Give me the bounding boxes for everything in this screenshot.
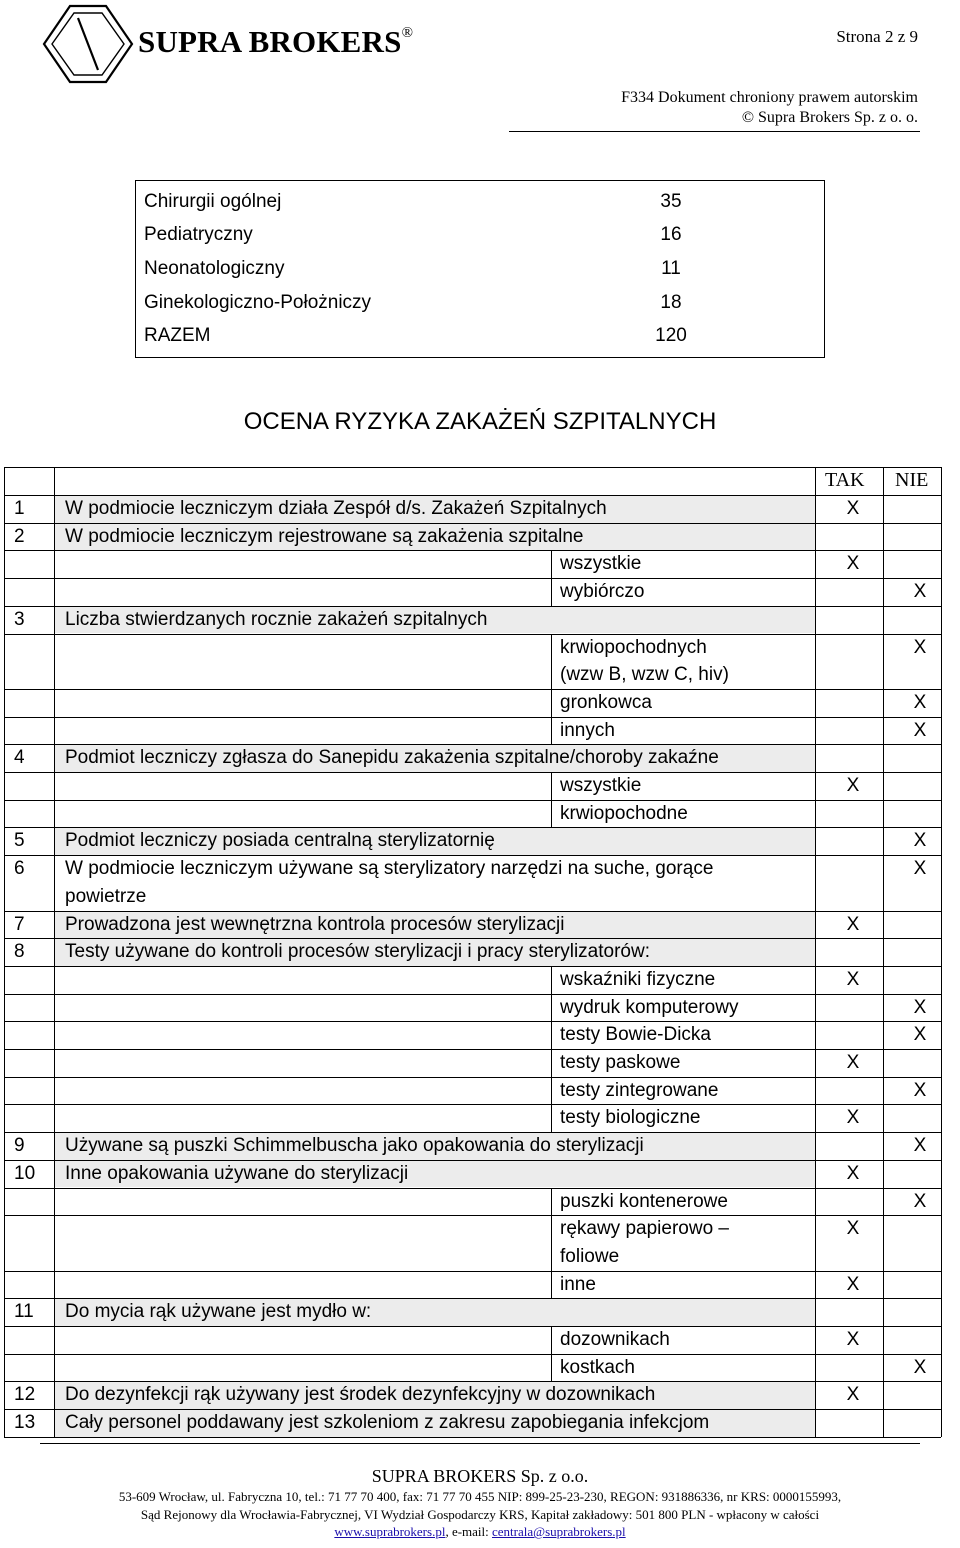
row-question: Podmiot leczniczy posiada centralną sterylizatornię <box>65 830 495 852</box>
col-border <box>941 467 942 1437</box>
row-question: Liczba stwierdzanych rocznie zakażeń szpitalnych <box>65 608 488 630</box>
col-border <box>54 467 55 1437</box>
row-border <box>4 1381 941 1382</box>
table-row <box>136 252 824 286</box>
sub-col-border <box>551 634 552 689</box>
sub-option: wydruk komputerowy <box>560 996 739 1018</box>
row-question-cont: powietrze <box>65 885 147 907</box>
sub-col-border <box>551 1077 552 1105</box>
row-border <box>4 689 941 690</box>
sub-option: testy zintegrowane <box>560 1079 719 1101</box>
sub-col-border <box>551 994 552 1022</box>
row-question: Używane są puszki Schimmelbuscha jako opakowania do sterylizacji <box>65 1135 644 1157</box>
department-name: Ginekologiczno-Położniczy <box>144 291 372 313</box>
departments-table <box>135 180 825 358</box>
department-count: 35 <box>660 190 682 212</box>
department-count: 11 <box>661 257 681 279</box>
nie-mark: X <box>913 1190 927 1212</box>
sub-col-border <box>551 966 552 994</box>
nie-header: NIE <box>895 469 929 491</box>
sub-option: wskaźniki fizyczne <box>560 968 716 990</box>
sub-col-border <box>551 550 552 578</box>
department-count: 16 <box>660 224 682 246</box>
nie-mark: X <box>913 830 927 852</box>
brand-name: SUPRA BROKERS® <box>138 24 414 59</box>
row-border <box>4 550 941 551</box>
nie-mark: X <box>913 719 927 741</box>
sub-col-border <box>551 1215 552 1270</box>
row-question: Do dezynfekcji rąk używany jest środek dezynfekcyjny w dozownikach <box>65 1384 656 1406</box>
row-border <box>4 606 941 607</box>
row-border <box>4 1160 941 1161</box>
website-link[interactable]: www.suprabrokers.pl <box>334 1524 446 1539</box>
row-border <box>4 911 941 912</box>
sub-col-border <box>551 1326 552 1354</box>
sub-option: krwiopochodne <box>560 802 688 824</box>
row-question: Do mycia rąk używane jest mydło w: <box>65 1301 372 1323</box>
sub-option: gronkowca <box>560 691 652 713</box>
row-border <box>4 1298 941 1299</box>
row-number: 8 <box>14 941 25 963</box>
row-number: 1 <box>14 498 25 519</box>
nie-mark: X <box>913 996 927 1018</box>
row-border <box>4 744 941 745</box>
row-border <box>4 1049 941 1050</box>
sub-option: testy biologiczne <box>560 1107 701 1129</box>
document-id: F334 Dokument chroniony prawem autorskim <box>621 89 918 106</box>
col-border <box>4 467 5 1437</box>
sub-col-border <box>551 689 552 717</box>
table-row <box>136 319 824 353</box>
nie-mark: X <box>913 1135 927 1157</box>
nie-mark: X <box>913 1079 927 1101</box>
tak-mark: X <box>846 1218 860 1240</box>
tak-mark: X <box>846 1052 860 1073</box>
department-count: 120 <box>655 325 687 347</box>
tak-mark: X <box>846 1162 860 1184</box>
row-number: 11 <box>14 1301 34 1323</box>
row-question: Prowadzona jest wewnętrzna kontrola procesów sterylizacji <box>65 913 565 935</box>
sub-option: wszystkie <box>560 553 642 575</box>
row-border <box>4 467 941 468</box>
department-name: Chirurgii ogólnej <box>144 190 282 212</box>
nie-mark: X <box>913 858 927 880</box>
row-border <box>4 1077 941 1078</box>
sub-col-border <box>551 717 552 745</box>
row-border <box>4 634 941 635</box>
table-row <box>136 185 824 219</box>
row-question: W podmiocie leczniczym używane są sterylizatory narzędzi na suche, gorące <box>65 858 714 880</box>
row-question: Podmiot leczniczy zgłasza do Sanepidu zakażenia szpitalne/choroby zakaźne <box>65 747 719 769</box>
row-question: Inne opakowania używane do sterylizacji <box>65 1162 409 1184</box>
row-number: 3 <box>14 608 25 630</box>
row-border <box>4 1354 941 1355</box>
nie-mark: X <box>913 581 927 603</box>
tak-mark: X <box>846 968 860 990</box>
row-number: 7 <box>14 913 25 935</box>
row-border <box>4 1271 941 1272</box>
tak-mark: X <box>846 1329 860 1350</box>
tak-mark: X <box>846 1107 860 1129</box>
department-name: RAZEM <box>144 325 211 347</box>
registered-mark: ® <box>401 24 414 41</box>
row-question: W podmiocie leczniczym rejestrowane są zakażenia szpitalne <box>65 525 584 547</box>
row-number: 2 <box>14 525 25 547</box>
tak-mark: X <box>846 913 860 935</box>
row-border <box>4 1021 941 1022</box>
tak-mark: X <box>846 1384 860 1406</box>
tak-mark: X <box>846 553 860 575</box>
row-border <box>4 938 941 939</box>
footer-rule <box>40 1443 920 1444</box>
sub-col-border <box>551 1188 552 1216</box>
row-number: 12 <box>14 1384 36 1406</box>
row-border <box>4 966 941 967</box>
sub-col-border <box>551 1354 552 1382</box>
email-link[interactable]: centrala@suprabrokers.pl <box>492 1524 626 1539</box>
sub-col-border <box>551 1271 552 1299</box>
footer-contact <box>0 1524 960 1540</box>
sub-option: rękawy papierowo – <box>560 1218 729 1240</box>
row-border <box>4 1326 941 1327</box>
col-border <box>883 467 884 1437</box>
row-border <box>4 1437 941 1438</box>
row-question: Cały personel poddawany jest szkoleniom z zakresu zapobiegania infekcjom <box>65 1412 710 1434</box>
row-border <box>4 994 941 995</box>
row-border <box>4 1188 941 1189</box>
row-border <box>4 855 941 856</box>
sub-option: puszki kontenerowe <box>560 1190 728 1212</box>
sub-col-border <box>551 1021 552 1049</box>
page-number: Strona 2 z 9 <box>836 27 918 46</box>
footer-address: 53-609 Wrocław, ul. Fabryczna 10, tel.: 71 77 70 400, fax: 71 77 70 455 NIP: 899-25-23-230, REGON: 931886336, nr KRS: 0000155993, <box>118 1489 842 1504</box>
row-number: 13 <box>14 1412 36 1434</box>
sub-option: inne <box>560 1273 596 1295</box>
footer-court: Sąd Rejonowy dla Wrocławia-Fabrycznej, VI Wydział Gospodarczy KRS, Kapitał zakładowy: 501 800 PLN - wpłacony w całości <box>140 1507 820 1522</box>
sub-option-cont: (wzw B, wzw C, hiv) <box>560 664 729 686</box>
tak-mark: X <box>846 1273 860 1295</box>
row-border <box>4 495 941 496</box>
sub-col-border <box>551 800 552 828</box>
sub-col-border <box>551 1049 552 1077</box>
row-border <box>4 1104 941 1105</box>
row-border <box>4 827 941 828</box>
copyright-notice: © Supra Brokers Sp. z o. o. <box>741 109 918 126</box>
row-border <box>4 772 941 773</box>
table-row <box>136 286 824 320</box>
department-name: Neonatologiczny <box>144 257 285 279</box>
sub-option: testy Bowie-Dicka <box>560 1024 711 1046</box>
row-border <box>4 717 941 718</box>
row-number: 5 <box>14 830 25 852</box>
sub-col-border <box>551 578 552 606</box>
row-border <box>4 578 941 579</box>
footer-company: SUPRA BROKERS Sp. z o.o. <box>371 1466 589 1486</box>
section-title: OCENA RYZYKA ZAKAŻEŃ SZPITALNYCH <box>243 408 717 435</box>
email-label: , e-mail: <box>445 1524 493 1539</box>
row-border <box>4 1132 941 1133</box>
col-border <box>815 467 816 1437</box>
sub-option: wybiórczo <box>560 581 645 603</box>
tak-mark: X <box>846 775 860 796</box>
row-border <box>4 800 941 801</box>
supra-brokers-logo <box>40 4 136 84</box>
tak-mark: X <box>846 498 860 519</box>
sub-option: testy paskowe <box>560 1052 681 1073</box>
risk-assessment-table <box>4 467 941 1435</box>
nie-mark: X <box>913 691 927 713</box>
department-name: Pediatryczny <box>144 224 253 246</box>
sub-option-cont: foliowe <box>560 1245 620 1267</box>
row-number: 10 <box>14 1162 36 1184</box>
row-border <box>4 1215 941 1216</box>
sub-option: krwiopochodnych <box>560 636 707 658</box>
nie-mark: X <box>913 1024 927 1046</box>
header-rule <box>509 131 920 132</box>
row-border <box>4 1409 941 1410</box>
row-question: Testy używane do kontroli procesów sterylizacji i pracy sterylizatorów: <box>65 941 650 963</box>
nie-mark: X <box>913 1356 927 1378</box>
sub-col-border <box>551 1104 552 1132</box>
nie-mark: X <box>913 636 927 658</box>
department-count: 18 <box>660 291 682 313</box>
sub-option: dozownikach <box>560 1329 670 1350</box>
row-number: 4 <box>14 747 25 769</box>
tak-header: TAK <box>825 469 865 491</box>
sub-col-border <box>551 772 552 800</box>
sub-option: innych <box>560 719 615 741</box>
sub-option: kostkach <box>560 1356 635 1378</box>
row-question: W podmiocie leczniczym działa Zespół d/s. Zakażeń Szpitalnych <box>65 498 607 519</box>
row-border <box>4 523 941 524</box>
table-row <box>136 219 824 253</box>
sub-option: wszystkie <box>560 775 642 796</box>
row-number: 6 <box>14 858 25 880</box>
row-number: 9 <box>14 1135 25 1157</box>
